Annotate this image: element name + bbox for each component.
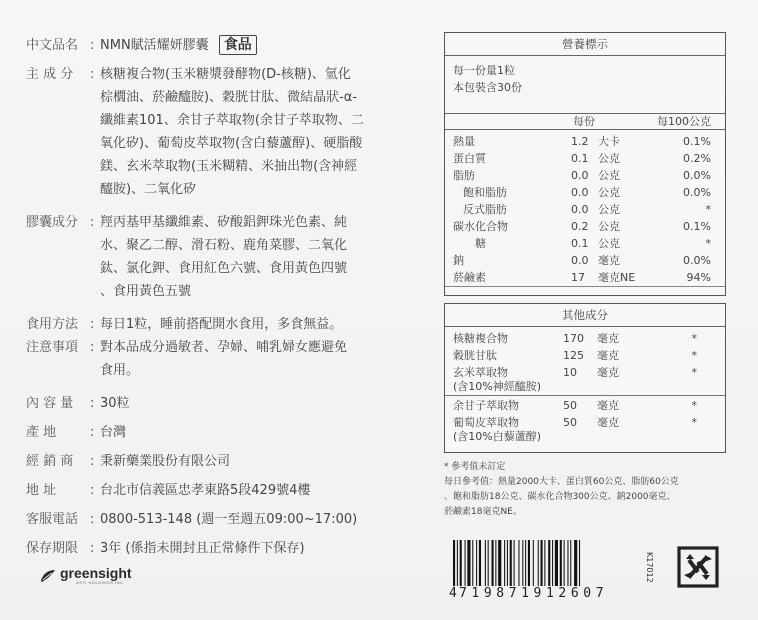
barcode-bar [467, 540, 470, 586]
barcode-first-digit: 4 [449, 586, 462, 601]
barcode-bar [457, 540, 458, 586]
barcode-bar [507, 540, 508, 586]
barcode-bar [495, 540, 496, 586]
brand-name: greensight [60, 565, 132, 581]
nutrient-unit: 毫克 [598, 254, 620, 267]
service-row: 客服電話 : 0800-513-148 (週一至週五09:00~17:00) [26, 508, 406, 531]
batch-code: K17012 [645, 552, 654, 583]
distributor-row: 經 銷 商 : 秉新藥業股份有限公司 [26, 450, 406, 473]
barcode-bar [510, 540, 512, 586]
ingredient-ref-mark: * [691, 349, 697, 362]
caution-row: 注意事項 : 對本品成分過敏者、孕婦、哺乳婦女應避免 食用。 [26, 336, 406, 382]
content-label: 內 容 量 [26, 396, 74, 411]
brand-logo [40, 566, 132, 585]
row-divider [445, 395, 725, 396]
barcode-bar [492, 540, 494, 586]
barcode-bar [472, 540, 473, 586]
nutrient-value: 0.2 [571, 220, 589, 233]
nutrient-value: 1.2 [571, 135, 589, 148]
barcode-bar [548, 540, 550, 586]
ingredient-amount: 50 [563, 399, 577, 412]
barcode-bar [555, 540, 558, 586]
nutrient-unit: 公克 [598, 152, 620, 165]
nutrient-value: 0.1 [571, 237, 589, 250]
usage-row: 食用方法 : 每日1粒，睡前搭配開水食用，多食無益。 [26, 313, 406, 336]
nutrient-value: 0.0 [571, 203, 589, 216]
ingredients-label: 主 成 分 [26, 67, 74, 82]
nutrient-name: 鈉 [453, 254, 464, 267]
nutrient-per-100g: 0.0% [683, 186, 711, 199]
note-line: 菸鹼素18毫克NE。 [444, 507, 522, 517]
barcode-bar [485, 540, 486, 586]
col-per-serving: 每份 [573, 115, 595, 128]
barcode-bar [465, 540, 466, 586]
nutrient-per-100g: * [705, 237, 711, 250]
ingredient-unit: 毫克 [597, 399, 619, 412]
barcode-bar [570, 540, 571, 586]
ingredient-ref-mark: * [691, 416, 697, 429]
ingredient-amount: 125 [563, 349, 584, 362]
distributor-value: 秉新藥業股份有限公司 [100, 454, 231, 469]
ingredient-ref-mark: * [691, 332, 697, 345]
product-name-value: NMN賦活耀妍膠囊 [100, 38, 209, 53]
nutrient-name: 飽和脂肪 [463, 186, 507, 199]
barcode-bar [476, 540, 477, 586]
address-value: 台北市信義區忠孝東路5段429號4樓 [100, 483, 311, 498]
barcode-bar [560, 540, 562, 586]
nutrition-row [445, 184, 725, 201]
nutrient-unit: 毫克NE [598, 271, 636, 284]
caution-label: 注意事項 [26, 340, 79, 355]
barcode [449, 540, 643, 612]
barcode-bars [449, 540, 643, 588]
barcode-bar [564, 540, 565, 586]
barcode-bar [528, 540, 530, 586]
barcode-bar [518, 540, 519, 586]
distributor-label: 經 銷 商 [26, 454, 74, 469]
nutrient-value: 0.1 [571, 152, 589, 165]
address-row: 地 址 : 台北市信義區忠孝東路5段429號4樓 [26, 479, 406, 502]
content-row: 內 容 量 : 30粒 [26, 392, 406, 415]
product-info-column [26, 34, 406, 560]
caution-value: 對本品成分過敏者、孕婦、哺乳婦女應避免 食用。 [100, 340, 348, 378]
nutrition-row [445, 269, 725, 287]
nutrient-per-100g: 0.2% [683, 152, 711, 165]
nutrient-unit: 公克 [598, 186, 620, 199]
recycle-icon [676, 545, 720, 589]
note-line: 、飽和脂肪18公克、碳水化合物300公克、鈉2000毫克、 [444, 492, 676, 502]
barcode-bar [574, 540, 577, 586]
nutrient-name: 糖 [475, 237, 486, 250]
ingredient-amount: 10 [563, 366, 577, 379]
servings-per-pack: 本包裝含30份 [453, 81, 522, 94]
usage-label: 食用方法 [26, 317, 79, 332]
origin-label: 產 地 [26, 425, 57, 440]
nutrition-header [445, 113, 725, 130]
reference-notes [444, 460, 744, 520]
origin-value: 台灣 [100, 425, 127, 440]
barcode-bar [522, 540, 523, 586]
other-ingredients-table [444, 303, 726, 453]
nutrition-row [445, 218, 725, 235]
address-label: 地 址 [26, 483, 57, 498]
nutrient-unit: 大卡 [598, 135, 620, 148]
nutrition-row [445, 167, 725, 184]
other-title: 其他成分 [445, 304, 725, 327]
nutrient-value: 17 [571, 271, 585, 284]
nutrition-rows [445, 133, 725, 287]
service-label: 客服電話 [26, 512, 79, 527]
nutrient-per-100g: 0.1% [683, 135, 711, 148]
shelf-row: 保存期限 : 3年 (係指未開封且正常條件下保存) [26, 537, 406, 560]
barcode-bar [460, 540, 462, 586]
barcode-bar [514, 540, 515, 586]
capsule-row: 膠囊成分 : 羥丙基甲基纖維素、矽酸鋁鉀珠光色素、純 水、聚乙二醇、滑石粉、鹿角菜膠、二氧化 鈦、氯化鉀、食用紅色六號、食用黃色四號 、食用黃色五號 [26, 211, 406, 303]
barcode-bar [504, 540, 505, 586]
barcode-bar [533, 540, 534, 586]
nutrient-name: 碳水化合物 [453, 220, 508, 233]
barcode-digits: 719871912607 [459, 586, 609, 601]
barcode-bar [498, 540, 501, 586]
ingredient-unit: 毫克 [597, 332, 619, 345]
nutrient-value: 0.0 [571, 169, 589, 182]
nutrient-unit: 公克 [598, 169, 620, 182]
nutrient-name: 反式脂肪 [463, 203, 507, 216]
nutrient-name: 脂肪 [453, 169, 475, 182]
note-line: * 參考值未訂定 [444, 462, 506, 472]
ingredient-name: 葡萄皮萃取物 [453, 416, 519, 429]
ingredient-amount: 170 [563, 332, 584, 345]
product-name-label: 中文品名 [26, 38, 79, 53]
capsule-value: 羥丙基甲基纖維素、矽酸鋁鉀珠光色素、純 水、聚乙二醇、滑石粉、鹿角菜膠、二氧化 鈦、氯化鉀、食用紅色六號、食用黃色四號 、食用黃色五號 [100, 215, 348, 299]
nutrient-name: 蛋白質 [453, 152, 486, 165]
nutrient-unit: 公克 [598, 220, 620, 233]
ingredients-value: 核糖複合物(玉米糖漿發酵物(D-核糖)、氫化 棕櫚油、菸鹼醯胺)、穀胱甘肽、微結晶狀-α- 纖維素101、余甘子萃取物(余甘子萃取物、二 氧化矽)、葡萄皮萃取物(含白藜蘆醇)、硬脂酸 鎂、玄米萃取物(玉米糊精、米抽出物(含神經 醯胺)、二氧化矽 [100, 67, 364, 197]
nutrient-per-100g: 0.0% [683, 169, 711, 182]
origin-row: 產 地 : 台灣 [26, 421, 406, 444]
ingredient-note: (含10%神經醯胺) [453, 380, 542, 393]
ingredients-row: 主 成 分 : 核糖複合物(玉米糖漿發酵物(D-核糖)、氫化 棕櫚油、菸鹼醯胺)、穀胱甘肽、微結晶狀-α- 纖維素101、余甘子萃取物(余甘子萃取物、二 氧化矽)、葡萄皮萃取物(含白藜蘆醇)、硬脂酸 鎂、玄米萃取物(玉米糊精、米抽出物(含神經 醯胺)、二氧化矽 [26, 63, 406, 201]
nutrient-per-100g: * [705, 203, 711, 216]
barcode-bar [541, 540, 543, 586]
nutrient-name: 熱量 [453, 135, 475, 148]
nutrition-row [445, 201, 725, 218]
nutrient-value: 0.0 [571, 186, 589, 199]
barcode-bar [579, 540, 580, 586]
ingredient-name: 余甘子萃取物 [453, 399, 519, 412]
nutrient-per-100g: 94% [686, 271, 711, 284]
shelf-value: 3年 (係指未開封且正常條件下保存) [100, 541, 305, 556]
ingredient-unit: 毫克 [597, 349, 619, 362]
brand-subtitle: ASTI HOLDINGS INC. [76, 580, 126, 585]
capsule-label: 膠囊成分 [26, 215, 79, 230]
service-value: 0800-513-148 (週一至週五09:00~17:00) [100, 512, 358, 527]
nutrient-name: 菸鹼素 [453, 271, 486, 284]
nutrition-title: 營養標示 [445, 33, 725, 56]
nutrient-value: 0.0 [571, 254, 589, 267]
serving-size: 每一份量1粒 [453, 64, 515, 77]
barcode-bar [453, 540, 455, 586]
shelf-label: 保存期限 [26, 541, 79, 556]
nutrition-table [444, 32, 726, 296]
barcode-bar [552, 540, 553, 586]
ingredient-amount: 50 [563, 416, 577, 429]
ingredient-name: 穀胱甘肽 [453, 349, 497, 362]
nutrition-row [445, 252, 725, 269]
nutrient-per-100g: 0.1% [683, 220, 711, 233]
product-name-row: 中文品名 : NMN賦活耀妍膠囊 食品 [26, 34, 406, 57]
usage-value: 每日1粒，睡前搭配開水食用，多食無益。 [100, 317, 343, 332]
ingredient-unit: 毫克 [597, 366, 619, 379]
food-badge: 食品 [219, 35, 257, 55]
nutrition-row [445, 133, 725, 150]
barcode-bar [479, 540, 481, 586]
ingredient-name: 玄米萃取物 [453, 366, 508, 379]
nutrient-per-100g: 0.0% [683, 254, 711, 267]
ingredient-ref-mark: * [691, 366, 697, 379]
col-per-100g: 每100公克 [657, 115, 711, 128]
nutrient-unit: 公克 [598, 203, 620, 216]
nutrition-row [445, 150, 725, 167]
ingredient-unit: 毫克 [597, 416, 619, 429]
nutrient-unit: 公克 [598, 237, 620, 250]
ingredient-note: (含10%白藜蘆醇) [453, 430, 542, 443]
nutrition-row [445, 235, 725, 252]
barcode-bar [544, 540, 545, 586]
note-line: 每日參考值：熱量2000大卡、蛋白質60公克、脂肪60公克 [444, 477, 679, 487]
barcode-bar [525, 540, 526, 586]
barcode-bar [538, 540, 539, 586]
barcode-bar [488, 540, 489, 586]
ingredient-name: 核糖複合物 [453, 332, 508, 345]
content-value: 30粒 [100, 396, 130, 411]
leaf-icon [40, 569, 56, 583]
ingredient-ref-mark: * [691, 399, 697, 412]
barcode-bar [567, 540, 568, 586]
